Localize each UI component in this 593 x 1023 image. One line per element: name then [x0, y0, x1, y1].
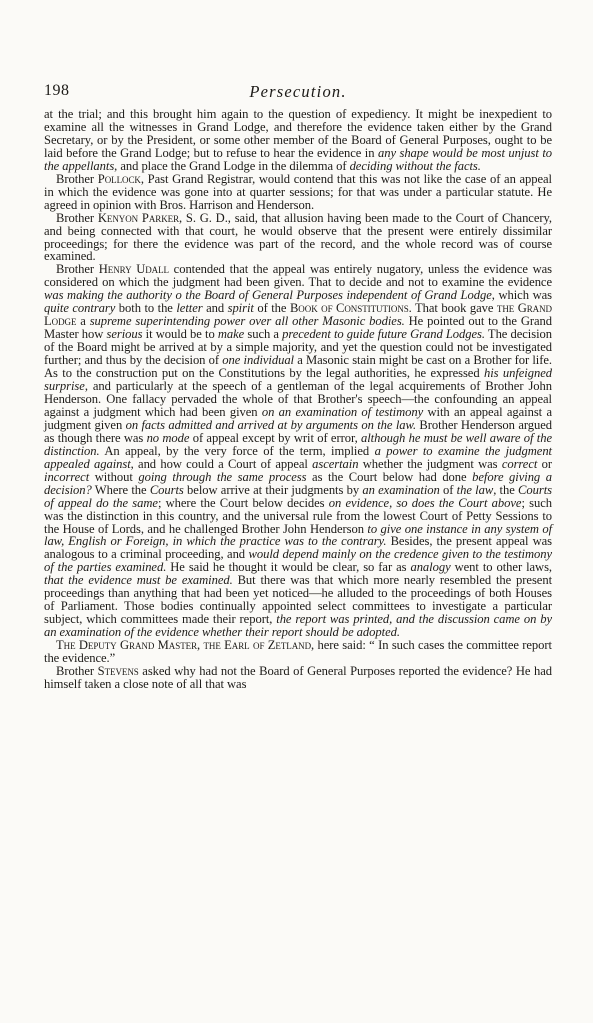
- text-run: , here said: “ In such cases the committee report the evidence.”: [44, 638, 552, 666]
- italic-text: on facts admitted and arrived at by arguments on the law.: [125, 417, 417, 432]
- text-run: as the Court below had done: [306, 469, 473, 484]
- italic-text: to give one instance in any system of law, English or Foreign, in which the practice was to the contrary.: [44, 521, 553, 549]
- text-run: contended that the appeal was entirely nugatory, unless the evidence was considered on which the judgment had been given. That to decide and not to examine the evidence: [44, 262, 552, 290]
- text-run: both to the: [115, 301, 177, 316]
- italic-text: correct: [501, 456, 538, 471]
- small-caps-text: Henry Udall: [98, 262, 169, 277]
- small-caps-text: the Grand Lodge: [44, 301, 552, 329]
- paragraph: [44, 212, 552, 264]
- italic-text: no mode: [146, 430, 190, 445]
- italic-text: make: [217, 327, 245, 342]
- italic-text: quite contrary: [44, 301, 116, 316]
- text-run: without: [89, 469, 139, 484]
- text-run: An appeal, by the very force of the term, implied: [99, 443, 375, 458]
- text-run: Brother Henderson argued as though there was: [44, 417, 552, 445]
- italic-text: spirit: [227, 301, 254, 316]
- text-run: such a: [244, 327, 283, 342]
- italic-text: analogy: [410, 560, 451, 575]
- running-head: Persecution.: [249, 82, 347, 101]
- text-run: with an appeal against a judgment given: [44, 404, 552, 432]
- text-run: it would be to: [142, 327, 218, 342]
- text-run: , S. G. D., said, that allusion having been made to the Court of Chancery, and being connected with that court, he would observe that the present were entirely dissimilar proceedings; for there the evidence was part of the record, and the whole record was of course examined.: [44, 210, 553, 264]
- text-run: , the: [493, 482, 519, 497]
- italic-text: on an examination of testimony: [261, 404, 424, 419]
- italic-text: the law: [456, 482, 494, 497]
- small-caps-text: Pollock: [97, 171, 141, 186]
- italic-text: Courts of appeal do the same: [44, 482, 552, 510]
- italic-text: Courts: [149, 482, 184, 497]
- text-run: of the: [253, 301, 290, 316]
- text-run: ,: [389, 495, 397, 510]
- italic-text: any shape would be most unjust to the appellants: [44, 145, 552, 173]
- italic-text: letter: [176, 301, 203, 316]
- text-run: of appeal except by writ of error,: [189, 430, 361, 445]
- text-run: Brother: [56, 262, 99, 277]
- italic-text: before giving a decision?: [44, 469, 552, 497]
- text-run: below arrive at their judgments by: [183, 482, 363, 497]
- small-caps-text: Stevens: [97, 663, 139, 678]
- italic-text: would depend mainly on the credence given to the testimony of the parties examined.: [44, 547, 553, 575]
- text-run: Brother: [56, 171, 98, 186]
- text-run: ; such was the distinction in this country, and the universal rule from the lowest Court of Petty Sessions to the House of Lords, and he challenged Brother John Henderson: [44, 495, 552, 536]
- body-text: [44, 108, 552, 691]
- text-run: or: [537, 456, 552, 471]
- text-run: of: [439, 482, 457, 497]
- italic-text: on evidence: [328, 495, 390, 510]
- italic-text: although he must be well aware of the distinction.: [44, 430, 552, 458]
- text-run: Where the: [91, 482, 150, 497]
- text-run: He pointed out to the Grand Master how: [44, 314, 552, 342]
- text-run: whether the judgment was: [358, 456, 502, 471]
- text-run: He said he thought it would be clear, so far as: [166, 560, 411, 575]
- text-run: ; where the Court below decides: [157, 495, 329, 510]
- text-run: Brother: [56, 210, 98, 225]
- italic-text: an examination: [362, 482, 440, 497]
- italic-text: one individual: [222, 353, 294, 368]
- text-run: a Masonic stain might be cast on a Brother for life. As to the construction put on the Constitutions by the legal authorities, he expressed: [44, 353, 553, 381]
- italic-text: precedent to guide future Grand Lodges.: [282, 327, 485, 342]
- small-caps-text: Kenyon Parker: [97, 210, 180, 225]
- paragraph: [44, 263, 552, 639]
- text-run: a: [76, 314, 90, 329]
- italic-text: a power to examine the judgment appealed against: [44, 443, 552, 471]
- italic-text: his unfeigned surprise: [44, 366, 552, 394]
- italic-text: incorrect: [44, 469, 90, 484]
- italic-text: ascertain: [312, 456, 359, 471]
- text-run: asked why had not the Board of General Purposes reported the evidence? He had himself taken a close note of all that was: [44, 663, 552, 691]
- page-number: 198: [44, 82, 70, 99]
- text-run: , Past Grand Registrar, would contend that this was not like the case of an appeal in which the evidence was gone into at quarter sessions; for that was under a particular statute. He agreed in opinion with Bros. Harrison and Henderson.: [44, 171, 552, 212]
- italic-text: was making the authority o the Board of General Purposes independent of Grand Lodge: [44, 288, 492, 303]
- small-caps-text: Book of Constitutions: [289, 301, 409, 316]
- paragraph: [44, 173, 552, 212]
- paragraph: [44, 108, 552, 173]
- italic-text: that the evidence must be examined.: [44, 573, 233, 588]
- italic-text: so does the Court above: [396, 495, 522, 510]
- small-caps-text: The Deputy Grand Master, the Earl of Zetland: [56, 638, 312, 653]
- text-run: The decision of the Board might be arrived at by a simple majority, and yet the question could not be investigated further; and thus by the decision of: [44, 327, 553, 368]
- italic-text: going through the same process: [138, 469, 307, 484]
- text-run: . That book gave: [408, 301, 497, 316]
- italic-text: serious: [106, 327, 143, 342]
- text-run: , and particularly at the speech of a gentleman of the legal acquirements of Brother John Henderson. One fallacy pervaded the whole of that Brother's speech—the confounding an appeal against a judgment which had been given: [44, 379, 552, 419]
- text-run: went to other laws,: [450, 560, 553, 575]
- text-run: , which was: [491, 288, 552, 303]
- text-run: , and how could a Court of appeal: [130, 456, 313, 471]
- text-run: But there was that which more nearly resembled the present proceedings than anything that had been yet noticed—he alluded to the proceedings of both Houses of Parliament. Those bodies continually appointed select committees to investigate a particular subject, which committees made their report,: [44, 573, 553, 627]
- text-run: Besides, the present appeal was analogous to a criminal proceeding, and: [44, 534, 552, 562]
- text-run: Brother: [56, 663, 98, 678]
- text-run: , and place the Grand Lodge in the dilemma of: [114, 158, 350, 173]
- page-header: [44, 82, 552, 106]
- paragraph: [44, 639, 552, 665]
- text-run: at the trial; and this brought him again to the question of expediency. It might be inexpedient to examine all the witnesses in Grand Lodge, and therefore the evidence taken either by the Grand Secretary, or by the President, or some other member of the Board of General Purposes, ought to be laid before the Grand Lodge; but to refuse to hear the evidence in: [44, 107, 552, 160]
- text-run: and: [202, 301, 228, 316]
- italic-text: the report was printed, and the discussion came on by an examination of the evidence whether their report should be adopted.: [44, 612, 552, 640]
- paragraph: [44, 665, 552, 691]
- italic-text: deciding without the facts.: [349, 158, 481, 173]
- italic-text: supreme superintending power over all other Masonic bodies.: [89, 314, 405, 329]
